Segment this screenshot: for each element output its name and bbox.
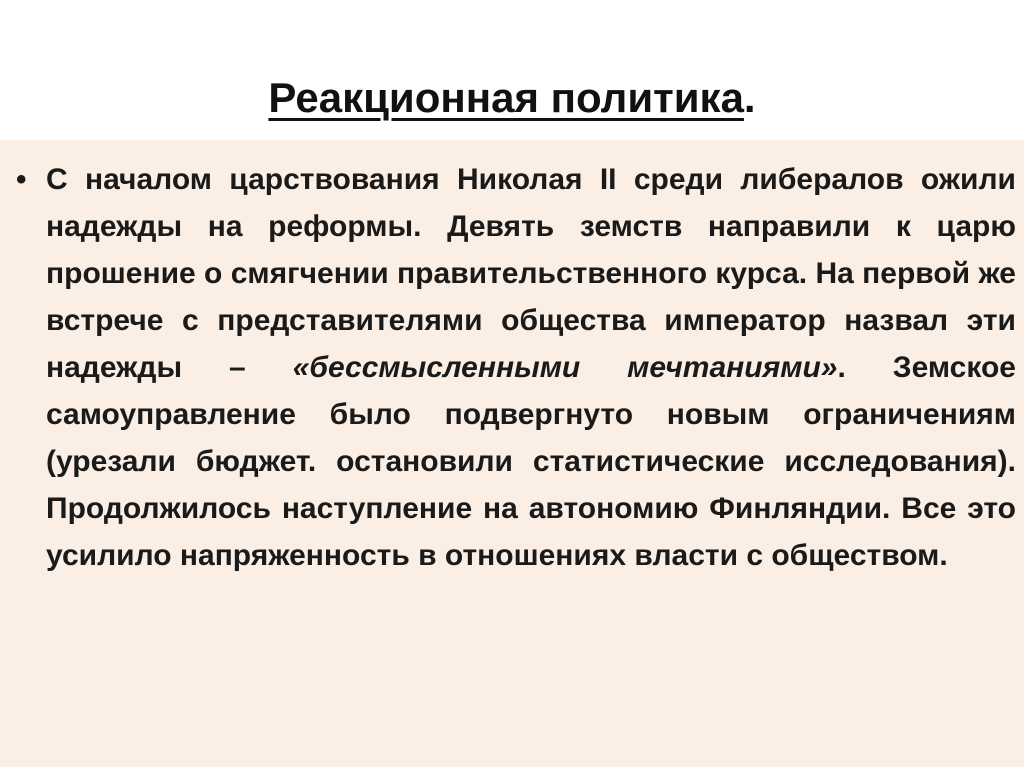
slide-title-text: Реакционная политика <box>268 74 744 121</box>
title-area <box>0 0 1024 140</box>
slide-title-period: . <box>743 74 756 121</box>
slide-title <box>0 70 1024 126</box>
bullet-icon: • <box>16 163 27 196</box>
paragraph-part-1: С началом царствования Николая II среди либералов ожили надежды на реформы. Девять земств направили к царю прошение о смягчении правительственного курса. На первой же встрече с представителями общества император назвал эти надежды – <box>46 163 1016 384</box>
bullet-paragraph <box>46 156 1016 579</box>
bullet-item <box>16 156 1016 579</box>
paragraph-part-2: . Земское самоуправление было подвергнуто новым ограничениям (урезали бюджет. остановили статистические исследования). Продолжилось наступление на автономию Финляндии. Все это усилило напряженность в отношениях власти с обществом. <box>46 351 1016 572</box>
paragraph-emphasis: «бессмысленными мечтаниями» <box>292 351 838 384</box>
